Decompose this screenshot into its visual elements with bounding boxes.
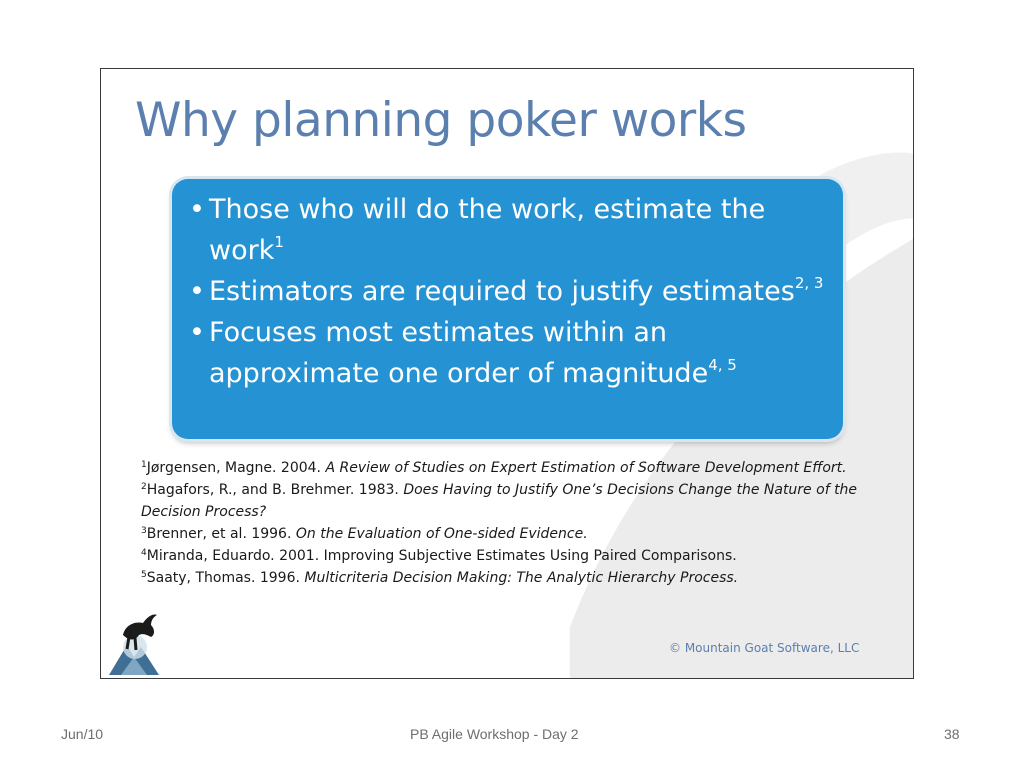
reference-item xyxy=(141,457,881,479)
reference-item xyxy=(141,479,881,523)
bullet-text: Focuses most estimates within an approximate one order of magnitude xyxy=(209,317,709,389)
reference-work: Improving Subjective Estimates Using Paired Comparisons. xyxy=(323,548,737,564)
reference-work: Multicriteria Decision Making: The Analytic Hierarchy Process. xyxy=(304,570,739,586)
bullet-dot-icon: • xyxy=(189,317,205,348)
reference-item xyxy=(141,567,881,589)
reference-number: 4 xyxy=(141,548,147,558)
mountain-goat-logo-icon xyxy=(107,605,161,675)
footnote-marker: 4, 5 xyxy=(708,356,737,374)
reference-author: Hagafors, R., and B. Brehmer. 1983. xyxy=(146,482,404,498)
bullet-point xyxy=(189,312,831,394)
reference-author: Brenner, et al. 1996. xyxy=(146,526,296,542)
references-list xyxy=(141,457,881,589)
bullet-text: Those who will do the work, estimate the work xyxy=(209,194,766,266)
key-points-box xyxy=(172,179,843,439)
footer-date: Jun/10 xyxy=(61,726,104,742)
reference-item xyxy=(141,523,881,545)
reference-number: 1 xyxy=(141,460,147,470)
bullet-point xyxy=(189,189,831,271)
reference-author: Saaty, Thomas. 1996. xyxy=(146,570,305,586)
reference-work: A Review of Studies on Expert Estimation of Software Development Effort. xyxy=(325,460,847,476)
bullet-dot-icon: • xyxy=(189,194,205,225)
reference-work: Does Having to Justify One’s Decisions Change the Nature of the Decision Process? xyxy=(141,482,858,520)
bullet-point xyxy=(189,271,831,312)
bullet-dot-icon: • xyxy=(189,276,205,307)
bullet-text: Estimators are required to justify estimates xyxy=(209,276,795,307)
reference-author: Jørgensen, Magne. 2004. xyxy=(146,460,326,476)
slide-image xyxy=(100,68,914,679)
footnote-marker: 1 xyxy=(274,233,284,251)
reference-work: On the Evaluation of One-sided Evidence. xyxy=(295,526,588,542)
footer-title: PB Agile Workshop - Day 2 xyxy=(410,726,579,742)
reference-author: Miranda, Eduardo. 2001. xyxy=(146,548,324,564)
reference-number: 5 xyxy=(141,570,147,580)
reference-item xyxy=(141,545,881,567)
page-number: 38 xyxy=(944,726,960,742)
reference-number: 2 xyxy=(141,482,147,492)
footnote-marker: 2, 3 xyxy=(794,274,824,292)
reference-number: 3 xyxy=(141,526,147,536)
slide-title: Why planning poker works xyxy=(135,93,747,148)
copyright-notice: © Mountain Goat Software, LLC xyxy=(669,641,860,655)
